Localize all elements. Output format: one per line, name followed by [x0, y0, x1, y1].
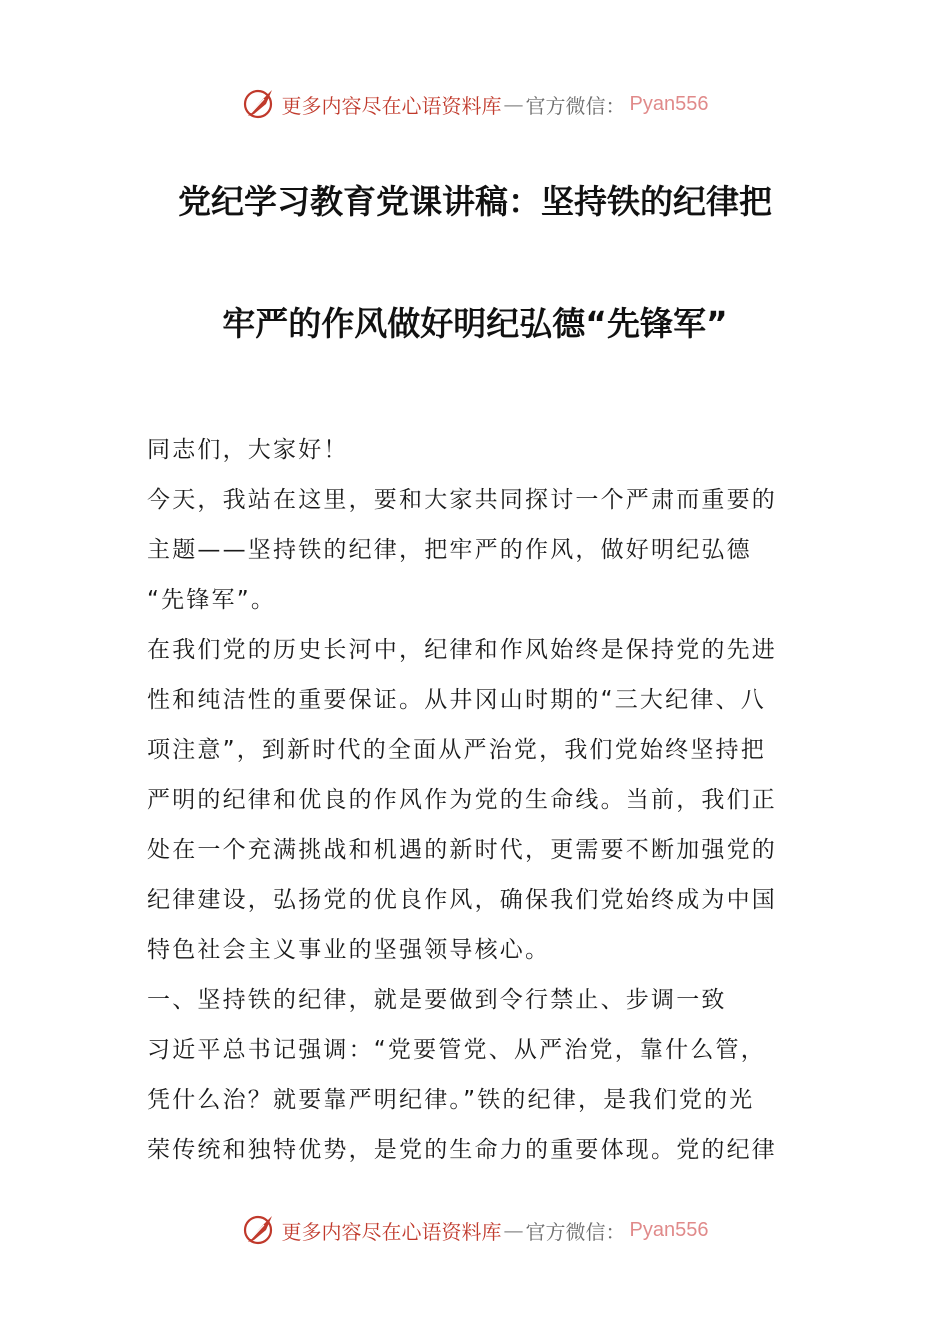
text-line: 今天，我站在这里，要和大家共同探讨一个严肃而重要的	[147, 487, 777, 513]
banner-wechat-id: Pyan556	[629, 1218, 709, 1241]
footer-banner	[0, 1208, 950, 1252]
paragraph-history	[147, 625, 807, 975]
text-line: 主题——坚持铁的纪律，把牢严的作风，做好明纪弘德	[147, 537, 752, 563]
banner-wechat-id: Pyan556	[629, 92, 709, 115]
header-banner	[0, 82, 950, 126]
text-line: 严明的纪律和优良的作风作为党的生命线。当前，我们正	[147, 787, 777, 813]
banner-text: 更多内容尽在心语资料库	[281, 93, 502, 118]
text-line: “先锋军”。	[147, 587, 277, 613]
page-title-line-2: 牢严的作风做好明纪弘德“先锋军”	[222, 304, 728, 343]
paragraph-intro	[147, 475, 807, 625]
section-heading-1	[147, 975, 807, 1025]
text-line: 性和纯洁性的重要保证。从井冈山时期的“三大纪律、八	[147, 687, 766, 713]
paragraph-quote	[147, 1025, 807, 1175]
text-line: 凭什么治？就要靠严明纪律。”铁的纪律，是我们党的光	[147, 1087, 755, 1113]
text-line: 同志们，大家好！	[147, 437, 349, 463]
banner-separator: —	[503, 92, 524, 116]
page-title-line-1: 党纪学习教育党课讲稿：坚持铁的纪律把	[178, 182, 772, 221]
text-line: 项注意”，到新时代的全面从严治党，我们党始终坚持把	[147, 737, 766, 763]
quill-logo-icon	[242, 86, 278, 122]
text-line: 在我们党的历史长河中，纪律和作风始终是保持党的先进	[147, 637, 777, 663]
document-body	[147, 425, 807, 1175]
banner-label: 官方微信：	[525, 93, 626, 118]
paragraph-greeting	[147, 425, 807, 475]
text-line: 一、坚持铁的纪律，就是要做到令行禁止、步调一致	[147, 987, 727, 1013]
text-line: 纪律建设，弘扬党的优良作风，确保我们党始终成为中国	[147, 887, 777, 913]
banner-separator: —	[503, 1218, 524, 1242]
text-line: 荣传统和独特优势，是党的生命力的重要体现。党的纪律	[147, 1137, 777, 1163]
text-line: 处在一个充满挑战和机遇的新时代，更需要不断加强党的	[147, 837, 777, 863]
text-line: 特色社会主义事业的坚强领导核心。	[147, 937, 551, 963]
text-line: 习近平总书记强调：“党要管党、从严治党，靠什么管，	[147, 1037, 766, 1063]
banner-text: 更多内容尽在心语资料库	[281, 1219, 502, 1244]
banner-label: 官方微信：	[525, 1219, 626, 1244]
quill-logo-icon	[242, 1212, 278, 1248]
